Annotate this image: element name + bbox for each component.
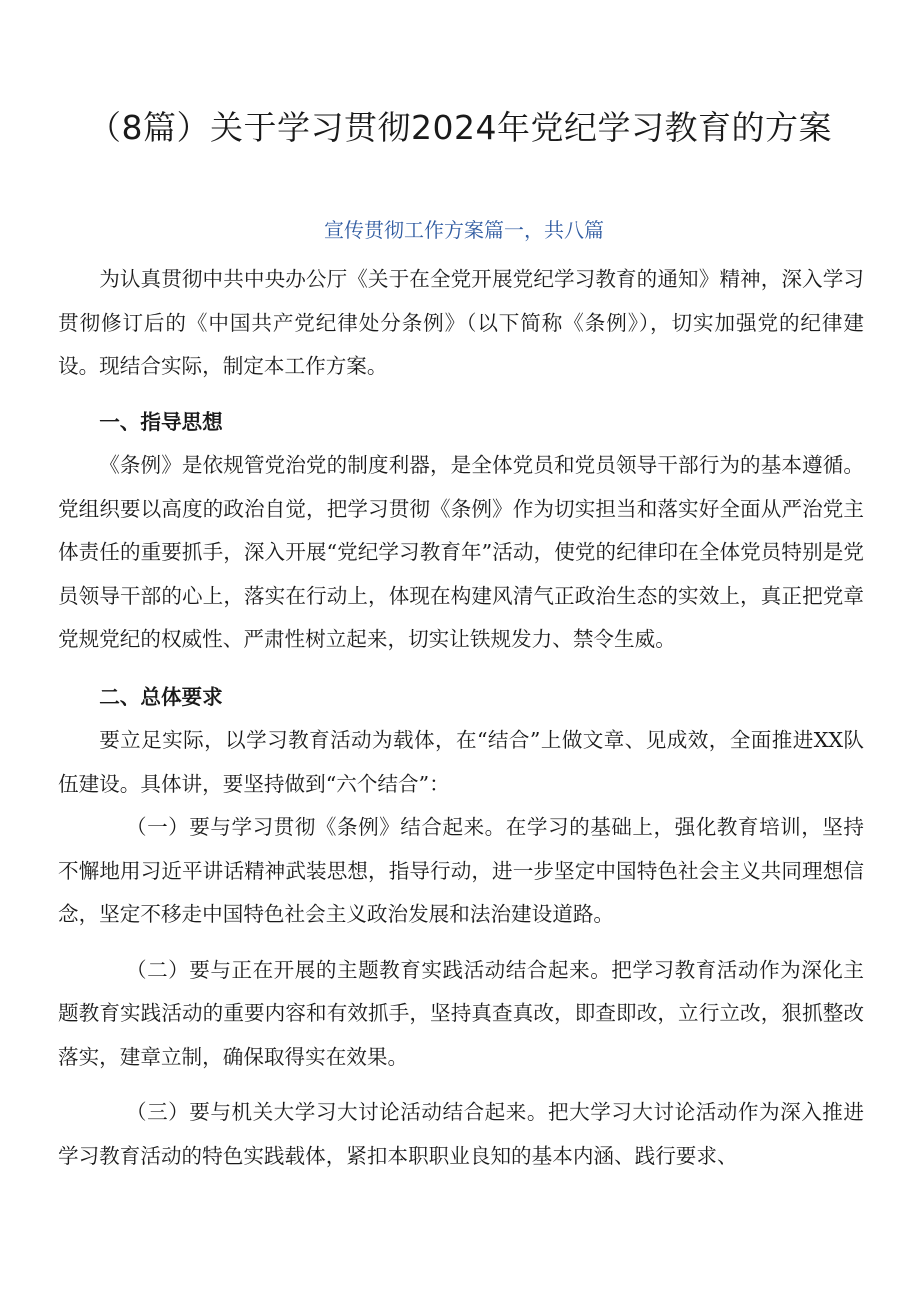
guiding-ideology-paragraph: 《条例》是依规管党治党的制度利器，是全体党员和党员领导干部行为的基本遵循。党组织要以高度的政治自觉，把学习贯彻《条例》作为切实担当和落实好全面从严治党主体责任的重要抓手，深入开展“党纪学习教育年”活动，使党的纪律印在全体党员特别是党员领导干部的心上，落实在行动上，体现在构建风清气正政治生态的实效上，真正把党章党规党纪的权威性、严肃性树立起来，切实让铁规发力、禁令生威。 [58,453,864,651]
section-heading-overall-requirements: 二、总体要求 [99,684,223,709]
document-title: （8篇）关于学习贯彻2024年党纪学习教育的方案 [88,108,832,147]
requirement-item-2: （二）要与正在开展的主题教育实践活动结合起来。把学习教育活动作为深化主题教育实践活动的重要内容和有效抓手，坚持真查真改，即查即改，立行立改，狠抓整改落实，建章立制，确保取得实在效果。 [58,957,864,1069]
requirement-item-3: （三）要与机关大学习大讨论活动结合起来。把大学习大讨论活动作为深入推进学习教育活动的特色实践载体，紧扣本职职业良知的基本内涵、践行要求、 [58,1100,864,1168]
overall-requirements-paragraph: 要立足实际，以学习教育活动为载体，在“结合”上做文章、见成效，全面推进XX队伍建设。具体讲，要坚持做到“六个结合”： [58,728,864,796]
section-heading-guiding-ideology: 一、指导思想 [99,409,223,434]
document-body [58,226,864,1178]
intro-paragraph: 为认真贯彻中共中央办公厅《关于在全党开展党纪学习教育的通知》精神，深入学习贯彻修订后的《中国共产党纪律处分条例》（以下简称《条例》），切实加强党的纪律建设。现结合实际，制定本工作方案。 [58,267,864,378]
requirement-item-1: （一）要与学习贯彻《条例》结合起来。在学习的基础上，强化教育培训，坚持不懈地用习近平讲话精神武装思想，指导行动，进一步坚定中国特色社会主义共同理想信念，坚定不移走中国特色社会主义政治发展和法治建设道路。 [58,815,864,926]
document-subtitle: 宣传贯彻工作方案篇一，共八篇 [324,218,604,242]
